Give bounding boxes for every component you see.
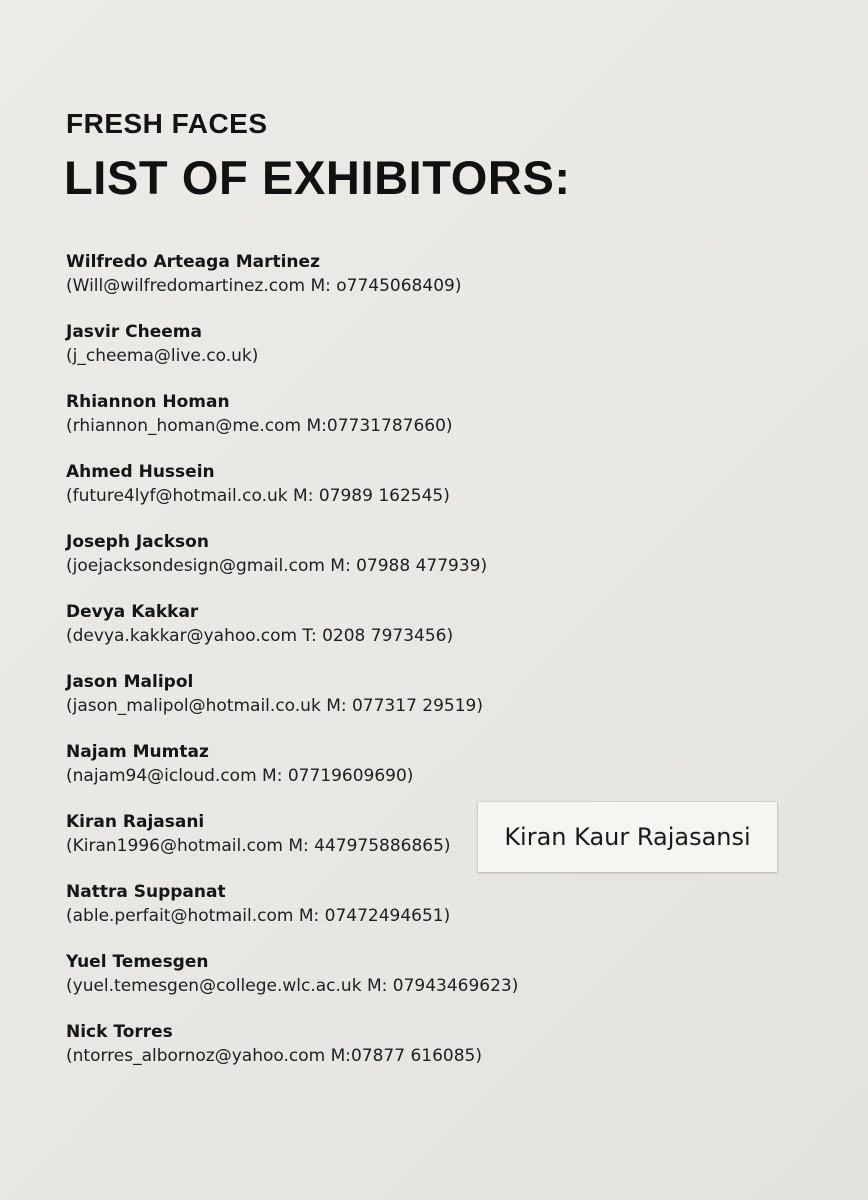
page-title: LIST OF EXHIBITORS: bbox=[64, 151, 571, 204]
exhibitor-contact: (yuel.temesgen@college.wlc.ac.uk M: 07943469623) bbox=[66, 976, 519, 996]
exhibitor-entry bbox=[66, 880, 518, 950]
exhibitor-contact: (future4lyf@hotmail.co.uk M: 07989 162545) bbox=[66, 486, 450, 506]
exhibitor-contact: (jason_malipol@hotmail.co.uk M: 077317 29519) bbox=[66, 696, 483, 716]
exhibitor-name: Najam Mumtaz bbox=[66, 742, 209, 762]
exhibitor-entry bbox=[66, 600, 518, 670]
section-kicker: FRESH FACES bbox=[66, 108, 268, 139]
exhibitor-name: Jason Malipol bbox=[66, 672, 194, 692]
exhibitor-entry bbox=[66, 810, 518, 880]
exhibitor-name: Joseph Jackson bbox=[66, 532, 209, 552]
exhibitor-name: Nick Torres bbox=[66, 1022, 173, 1042]
exhibitor-name: Yuel Temesgen bbox=[66, 952, 209, 972]
exhibitor-name: Jasvir Cheema bbox=[66, 322, 202, 342]
exhibitor-name: Rhiannon Homan bbox=[66, 392, 230, 412]
exhibitor-entry bbox=[66, 460, 518, 530]
exhibitor-entry bbox=[66, 740, 518, 810]
exhibitor-contact: (able.perfait@hotmail.com M: 07472494651) bbox=[66, 906, 451, 926]
exhibitor-contact: (Will@wilfredomartinez.com M: o7745068409) bbox=[66, 276, 462, 296]
exhibitor-name: Ahmed Hussein bbox=[66, 462, 215, 482]
exhibitor-contact: (ntorres_albornoz@yahoo.com M:07877 616085) bbox=[66, 1046, 482, 1066]
exhibitor-entry bbox=[66, 320, 518, 390]
exhibitor-entry bbox=[66, 670, 518, 740]
exhibitor-entry bbox=[66, 530, 518, 600]
exhibitor-name: Wilfredo Arteaga Martinez bbox=[66, 252, 320, 272]
exhibitor-contact: (Kiran1996@hotmail.com M: 447975886865) bbox=[66, 836, 451, 856]
exhibitor-contact: (devya.kakkar@yahoo.com T: 0208 7973456) bbox=[66, 626, 454, 646]
exhibitor-entry bbox=[66, 950, 518, 1020]
exhibitor-entry bbox=[66, 250, 518, 320]
exhibitor-name: Kiran Rajasani bbox=[66, 812, 205, 832]
exhibitor-list bbox=[66, 250, 518, 1090]
exhibitor-entry bbox=[66, 390, 518, 460]
exhibitor-contact: (najam94@icloud.com M: 07719609690) bbox=[66, 766, 414, 786]
exhibitor-entry bbox=[66, 1020, 518, 1090]
exhibitor-contact: (rhiannon_homan@me.com M:07731787660) bbox=[66, 416, 453, 436]
exhibitor-name: Devya Kakkar bbox=[66, 602, 199, 622]
name-correction-label: Kiran Kaur Rajasansi bbox=[478, 802, 777, 872]
exhibitor-contact: (j_cheema@live.co.uk) bbox=[66, 346, 259, 366]
exhibitor-contact: (joejacksondesign@gmail.com M: 07988 477939) bbox=[66, 556, 488, 576]
exhibitor-name: Nattra Suppanat bbox=[66, 882, 226, 902]
